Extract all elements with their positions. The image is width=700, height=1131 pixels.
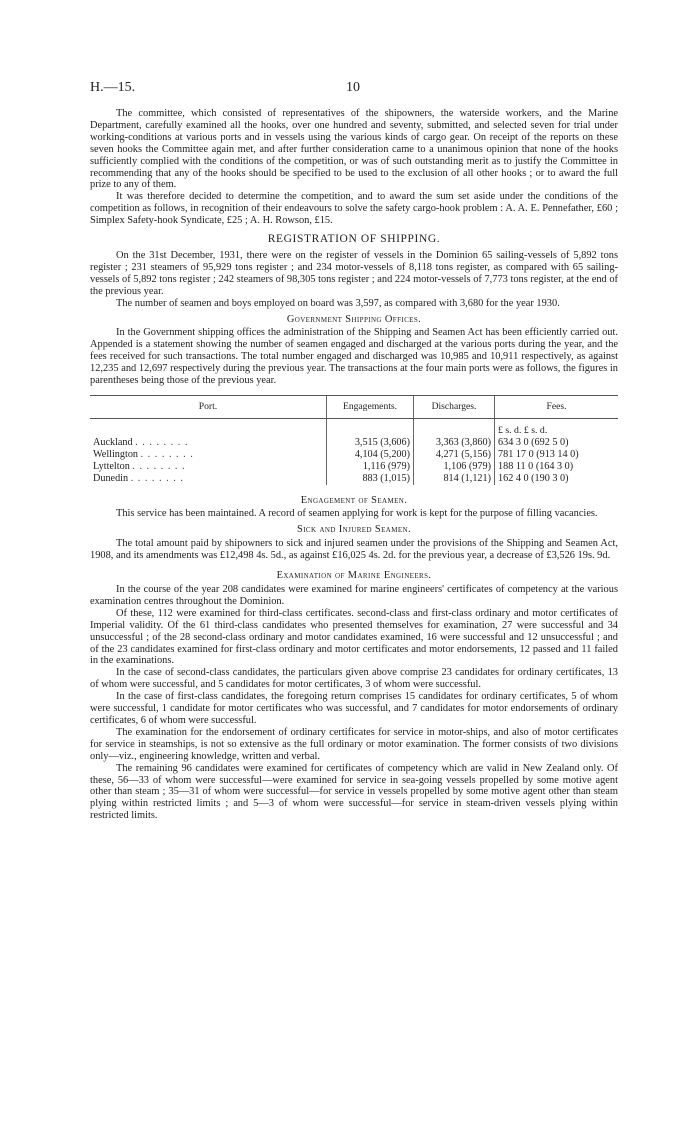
paragraph: In the case of first-class candidates, the foregoing return comprises 15 candidates for ordinary certificates, 5 of whom were successful, 1 candidate for motor certificates who was successful, and 7 candidates for motor endorsements of ordinary certificates, 6 of whom were successful. xyxy=(90,691,618,726)
cell-discharges: 1,106 (979) xyxy=(414,461,495,473)
table-row xyxy=(90,461,618,473)
paragraph: On the 31st December, 1931, there were on the register of vessels in the Dominion 65 sailing-vessels of 5,892 tons register ; 231 steamers of 95,929 tons register ; and 234 motor-vessels of 8,118 tons register, as compared with 65 sailing-vessels of 5,892 tons register ; 242 steamers of 98,305 tons register ; and 224 motor-vessels of 7,773 tons register, at the end of the previous year. xyxy=(90,249,618,297)
paragraph: In the course of the year 208 candidates were examined for marine engineers' certificates of competency at the various examination centres throughout the Dominion. xyxy=(90,584,618,607)
cell-engagements: 883 (1,015) xyxy=(327,473,414,485)
column-header-engagements: Engagements. xyxy=(327,395,414,418)
cell-discharges: 814 (1,121) xyxy=(414,473,495,485)
document-body xyxy=(90,108,618,822)
subsection-title-engagement: Engagement of Seamen. xyxy=(300,494,408,506)
column-header-port: Port. xyxy=(90,395,327,418)
paragraph: The committee, which consisted of representatives of the shipowners, the waterside workers, and the Marine Department, carefully examined all the hooks, over one hundred and seventy, submitted, and selected seven for trial under working-conditions at various ports and in vessels using the various kinds of cargo gear. On receipt of the reports on these seven hooks the Committee again met, and after further consideration came to a unanimous opinion that none of the hooks sufficiently complied with the conditions of the competition, or was of such outstanding merit as to justify the Committee in recommending that any of the hooks should be specified to be used to the exclusion of all other hooks ; or to award the full prize to any of them. xyxy=(90,108,618,191)
cell-fees: 634 3 0 (692 5 0) xyxy=(495,437,619,449)
page-number: 10 xyxy=(346,80,360,95)
paragraph: The examination for the endorsement of ordinary certificates for service in motor-ships, and also of motor certificates for service in steamships, is not so extensive as the full ordinary or motor examination. The former consists of two divisions only—viz., engineering knowledge, written and verbal. xyxy=(90,726,618,762)
cell-engagements: 3,515 (3,606) xyxy=(327,437,414,449)
cell-fees: 188 11 0 (164 3 0) xyxy=(495,461,619,473)
cell-port: Dunedin . . . . . . . . xyxy=(93,472,184,484)
paragraph: The remaining 96 candidates were examined for certificates of competency which are valid in New Zealand only. Of these, 56—33 of whom were successful—were examined for service in sea-going vessels propelled by some motive agent other than steam ; 35—31 of whom were successful—for service in vessels propelled by some motive agent other than steam plying within restricted limits ; and 5—3 of whom were successful—for service in steam-driven vessels plying within restricted limits. xyxy=(90,762,618,822)
section-title-registration: REGISTRATION OF SHIPPING. xyxy=(267,233,441,246)
subsection-title-examination: Examination of Marine Engineers. xyxy=(276,570,432,582)
table-row xyxy=(90,437,618,449)
table-row xyxy=(90,449,618,461)
paragraph: The number of seamen and boys employed on board was 3,597, as compared with 3,680 for the year 1930. xyxy=(116,297,560,309)
cell-engagements: 1,116 (979) xyxy=(327,461,414,473)
port-transactions-table xyxy=(90,395,618,485)
subsection-title-government-offices: Government Shipping Offices. xyxy=(286,313,422,325)
subsection-title-sick-injured: Sick and Injured Seamen. xyxy=(297,524,411,536)
document-reference: H.—15. xyxy=(90,80,136,95)
cell-discharges: 3,363 (3,860) xyxy=(414,437,495,449)
paragraph: The total amount paid by shipowners to sick and injured seamen under the provisions of the Shipping and Seamen Act, 1908, and its amendments was £12,498 4s. 5d., as against £16,025 4s. 2d. for the previous year, a decrease of £3,526 19s. 9d. xyxy=(90,538,618,562)
table-row xyxy=(90,473,618,485)
cell-discharges: 4,271 (5,156) xyxy=(414,449,495,461)
cell-port: Lyttelton . . . . . . . . xyxy=(93,460,186,472)
paragraph: In the Government shipping offices the administration of the Shipping and Seamen Act has been efficiently carried out. Appended is a statement showing the number of seamen engaged and discharged at the various ports during the year, and the fees received for such transactions. The total number engaged and discharged was 10,985 and 10,911 respectively, as against 12,235 and 12,697 respectively during the previous year. The transactions at the four main ports were as follows, the figures in parentheses being those of the previous year. xyxy=(90,327,618,387)
column-header-fees: Fees. xyxy=(495,395,619,418)
paragraph: It was therefore decided to determine the competition, and to award the sum set aside under the conditions of the competition as follows, in recognition of their endeavours to solve the safety cargo-hook problem : A. A. E. Pennefather, £60 ; Simplex Safety-hook Syndicate, £25 ; A. H. Rowson, £15. xyxy=(90,191,618,227)
cell-port: Wellington . . . . . . . . xyxy=(93,448,194,460)
paragraph: Of these, 112 were examined for third-class certificates. second-class and first-class ordinary and motor certificates of Imperial validity. Of the 61 third-class candidates who presented themselves for examination, 27 were successful and 34 unsuccessful ; of the 28 second-class ordinary and motor candidates examined, 16 were successful and 12 unsuccessful ; and of the 23 candidates examined for first-class ordinary and motor certificates and motor endorsements, 12 passed and 11 failed in the examinations. xyxy=(90,607,618,667)
column-header-discharges: Discharges. xyxy=(414,395,495,418)
cell-port: Auckland . . . . . . . . xyxy=(93,436,189,448)
cell-fees: 781 17 0 (913 14 0) xyxy=(495,449,619,461)
fee-units: £ s. d. £ s. d. xyxy=(495,418,619,437)
cell-fees: 162 4 0 (190 3 0) xyxy=(495,473,619,485)
table-header-row xyxy=(90,395,618,418)
paragraph: In the case of second-class candidates, the particulars given above comprise 23 candidates for ordinary certificates, 13 of whom were successful, and 5 candidates for motor certificates, 3 of whom were successful. xyxy=(90,667,618,691)
paragraph: This service has been maintained. A record of seamen applying for work is kept for the purpose of filling vacancies. xyxy=(116,508,598,520)
page-header xyxy=(90,80,616,96)
cell-engagements: 4,104 (5,200) xyxy=(327,449,414,461)
units-row xyxy=(90,418,618,437)
